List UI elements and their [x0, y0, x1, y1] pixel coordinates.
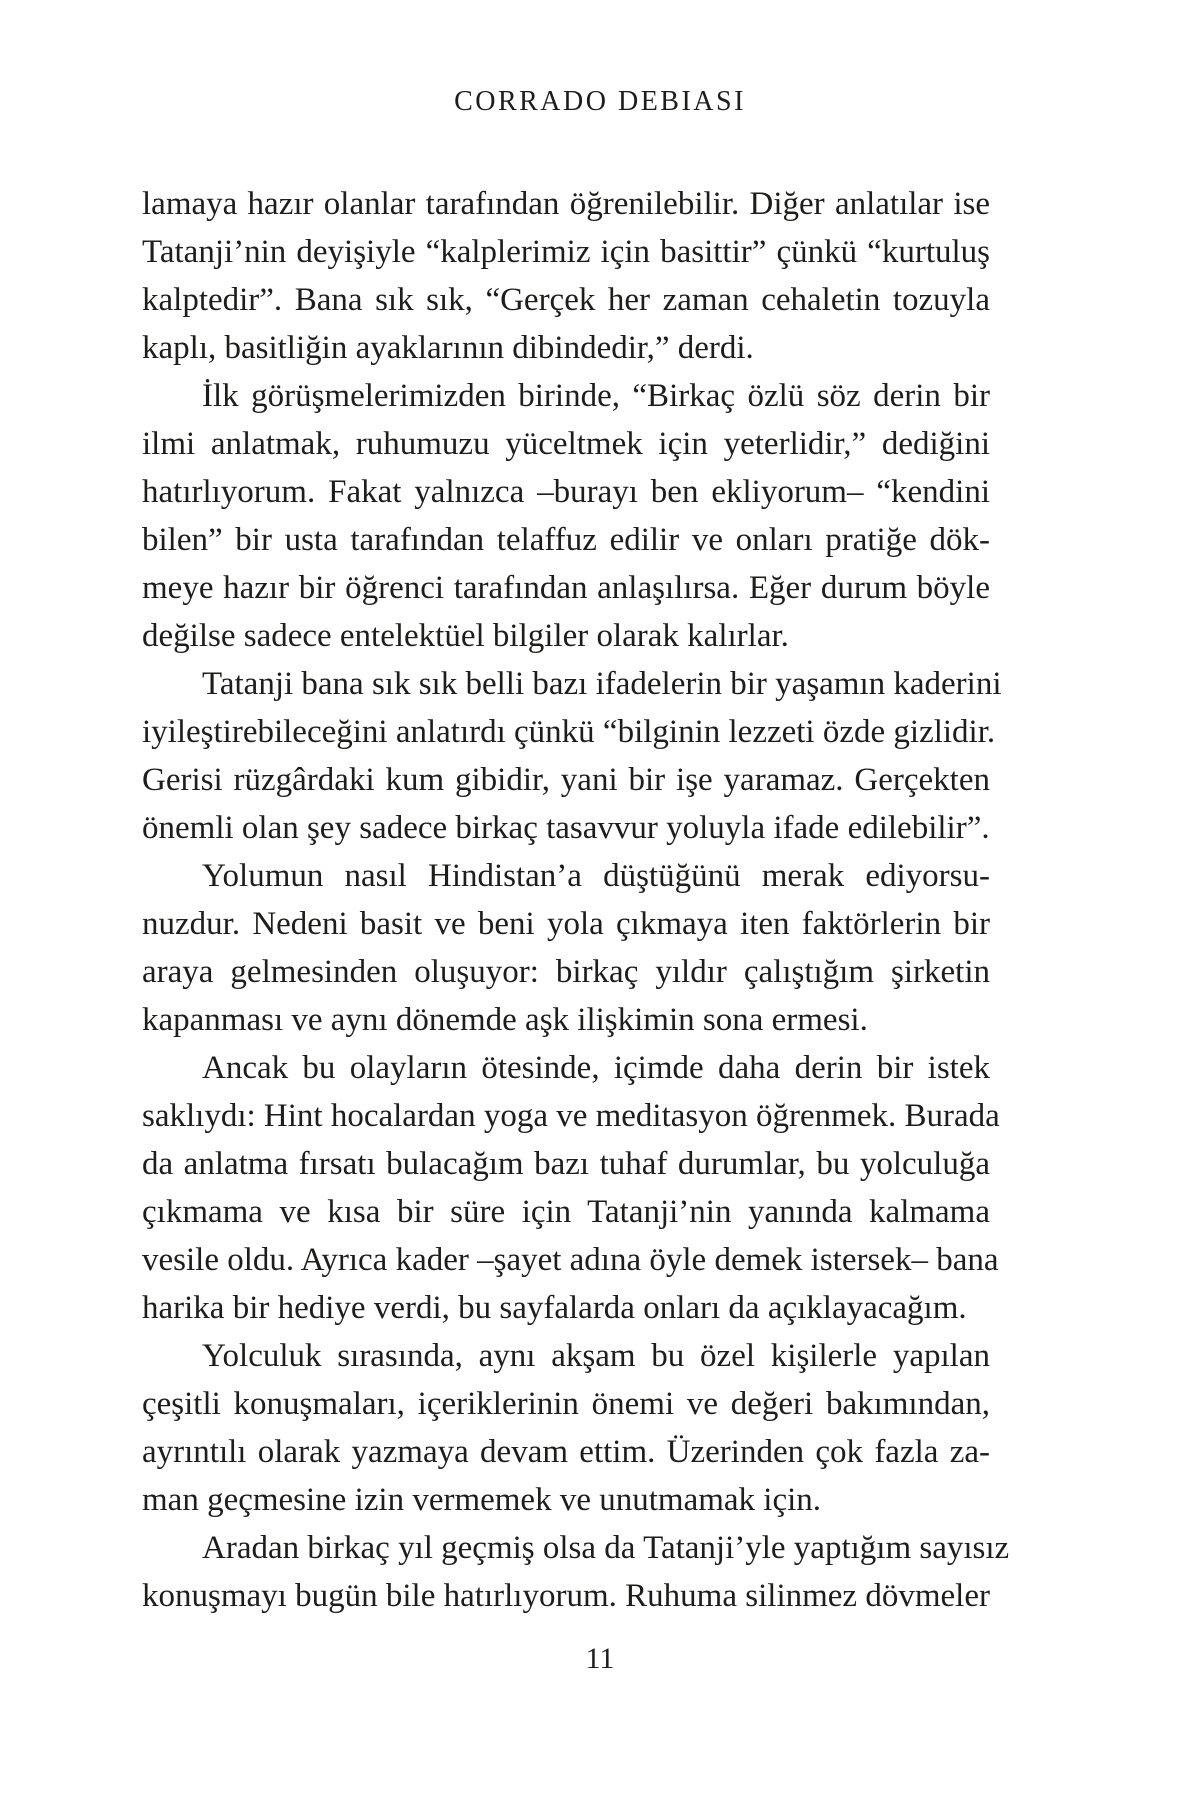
text-line: Yolculuk sırasında, aynı akşam bu özel kişilerle yapılan [202, 1338, 990, 1374]
text-line: Ancak bu olayların ötesinde, içimde daha derin bir istek [202, 1050, 990, 1086]
text-line: hatırlıyorum. Fakat yalnızca –burayı ben ekliyorum– “kendini [142, 474, 990, 510]
text-line: Gerisi rüzgârdaki kum gibidir, yani bir işe yaramaz. Gerçekten [142, 762, 990, 798]
text-line: ayrıntılı olarak yazmaya devam ettim. Üzerinden çok fazla za- [142, 1434, 990, 1470]
page-number: 11 [585, 1642, 615, 1675]
text-line: ilmi anlatmak, ruhumuzu yüceltmek için yeterlidir,” dediğini [142, 426, 990, 462]
paragraph [142, 372, 990, 660]
text-line: bilen” bir usta tarafından telaffuz edilir ve onları pratiğe dök- [142, 522, 990, 558]
text-line: Yolumun nasıl Hindistan’a düştüğünü merak ediyorsu- [202, 858, 990, 894]
text-line: iyileştirebileceğini anlatırdı çünkü “bilginin lezzeti özde gizlidir. [142, 714, 996, 750]
text-line: önemli olan şey sadece birkaç tasavvur yoluyla ifade edilebilir”. [142, 810, 990, 846]
text-line: meye hazır bir öğrenci tarafından anlaşılırsa. Eğer durum böyle [142, 570, 990, 606]
text-line: İlk görüşmelerimizden birinde, “Birkaç özlü söz derin bir [202, 378, 990, 414]
paragraph [142, 660, 1002, 852]
text-line: da anlatma fırsatı bulacağım bazı tuhaf durumlar, bu yolculuğa [142, 1146, 990, 1182]
text-line: araya gelmesinden oluşuyor: birkaç yıldır çalıştığım şirketin [142, 954, 990, 990]
text-line: nuzdur. Nedeni basit ve beni yola çıkmaya iten faktörlerin bir [142, 906, 990, 942]
paragraph [142, 180, 990, 372]
paragraph [142, 1332, 990, 1524]
text-line: harika bir hediye verdi, bu sayfalarda onları da açıklayacağım. [142, 1290, 967, 1326]
paragraph [142, 852, 990, 1044]
text-line: Tatanji’nin deyişiyle “kalplerimiz için basittir” çünkü “kurtuluş [142, 234, 990, 270]
text-line: Tatanji bana sık sık belli bazı ifadelerin bir yaşamın kaderini [202, 666, 1002, 702]
text-line: değilse sadece entelektüel bilgiler olarak kalırlar. [142, 618, 789, 654]
paragraph [142, 1044, 1000, 1332]
body-text [142, 180, 1010, 1620]
text-line: kaplı, basitliğin ayaklarının dibindedir,” derdi. [142, 330, 754, 366]
text-line: çeşitli konuşmaları, içeriklerinin önemi ve değeri bakımından, [142, 1386, 990, 1422]
text-line: vesile oldu. Ayrıca kader –şayet adına öyle demek istersek– bana [142, 1242, 999, 1278]
text-line: man geçmesine izin vermemek ve unutmamak için. [142, 1482, 822, 1518]
text-line: Aradan birkaç yıl geçmiş olsa da Tatanji’yle yaptığım sayısız [202, 1530, 1010, 1566]
running-head: CORRADO DEBIASI [454, 86, 746, 117]
text-line: çıkmama ve kısa bir süre için Tatanji’nin yanında kalmama [142, 1194, 990, 1230]
text-line: konuşmayı bugün bile hatırlıyorum. Ruhuma silinmez dövmeler [142, 1578, 990, 1614]
text-line: saklıydı: Hint hocalardan yoga ve meditasyon öğrenmek. Burada [142, 1098, 1000, 1134]
text-line: kapanması ve aynı dönemde aşk ilişkimin sona ermesi. [142, 1002, 868, 1038]
text-line: lamaya hazır olanlar tarafından öğrenilebilir. Diğer anlatılar ise [142, 186, 990, 222]
paragraph [142, 1524, 1010, 1620]
text-line: kalptedir”. Bana sık sık, “Gerçek her zaman cehaletin tozuyla [142, 282, 990, 318]
